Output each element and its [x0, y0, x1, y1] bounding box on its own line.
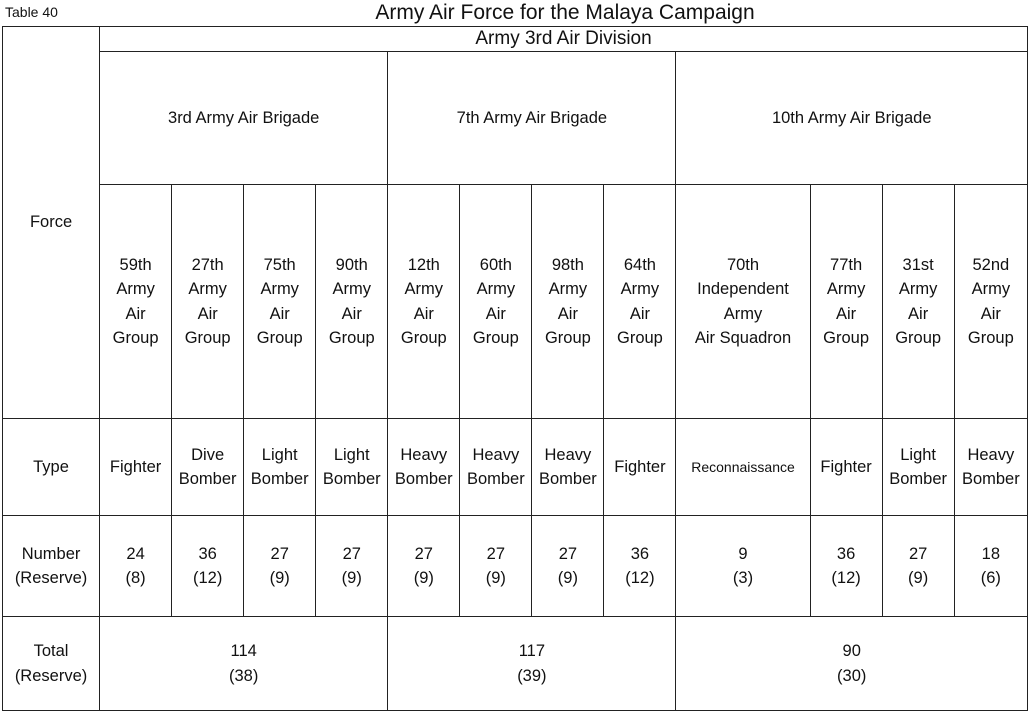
number-cell-line: (9)	[269, 569, 290, 587]
group-name-cell-line: Air	[485, 304, 506, 323]
group-name-cell-line: Army	[332, 280, 371, 298]
group-name-cell-line: 75th	[263, 255, 296, 274]
group-name-cell-line: Air	[836, 304, 857, 323]
type-cell	[100, 419, 172, 516]
group-name-cell-line: 27th	[191, 255, 224, 274]
division-header: Army 3rd Air Division	[100, 27, 1028, 52]
brigade-row	[3, 52, 1028, 185]
brigade-total-cell-line: 90	[842, 642, 861, 660]
group-name-cell	[810, 185, 882, 419]
table-title: Army Air Force for the Malaya Campaign	[375, 1, 755, 24]
number-cell	[388, 516, 460, 617]
group-name-cell-line: 12th	[407, 255, 440, 274]
number-cell	[316, 516, 388, 617]
type-cell-line: Fighter	[109, 457, 162, 476]
brigade-header: 10th Army Air Brigade	[676, 52, 1028, 185]
type-cell	[316, 419, 388, 516]
number-cell	[676, 516, 810, 617]
group-name-cell-line: 70th	[726, 255, 760, 274]
group-name-cell-line: Army	[898, 280, 938, 298]
group-name-cell-line: Army	[404, 280, 444, 298]
brigade-total-cell-line: (38)	[229, 666, 259, 685]
brigade-total-cell-line: 114	[230, 642, 257, 660]
number-cell	[532, 516, 604, 617]
number-cell-line: (12)	[192, 569, 223, 587]
group-name-cell	[604, 185, 676, 419]
group-name-row	[3, 185, 1028, 419]
number-cell-line: (8)	[125, 569, 146, 587]
group-name-cell-line: Air	[125, 304, 146, 323]
brigade-total-cell-line: 117	[518, 642, 546, 660]
group-name-cell-line: Group	[256, 329, 303, 347]
row-label-line: (Reserve)	[14, 666, 88, 685]
type-row	[3, 419, 1028, 516]
group-name-cell-line: 59th	[119, 255, 152, 274]
group-name-cell	[532, 185, 604, 419]
group-name-cell-line: 90th	[335, 255, 368, 274]
total-row	[3, 617, 1028, 711]
group-name-cell	[316, 185, 388, 419]
group-name-cell-line: Army	[476, 280, 516, 298]
force-label: Force	[29, 213, 73, 232]
type-cell-line: Fighter	[820, 457, 872, 476]
group-name-cell-line: Air	[269, 304, 290, 323]
row-label-line: Total	[33, 642, 69, 660]
group-name-cell-line: 52nd	[972, 255, 1010, 274]
type-cell-line: Bomber	[538, 470, 597, 488]
number-cell-line: (9)	[557, 569, 578, 587]
group-name-cell-line: Group	[328, 329, 375, 347]
number-cell-line: (6)	[980, 569, 1001, 587]
group-name-cell-line: 31st	[902, 255, 934, 274]
group-name-cell-line: Group	[895, 329, 942, 347]
number-label-cell	[3, 516, 100, 617]
type-label-cell	[3, 419, 100, 516]
number-row	[3, 516, 1028, 617]
number-cell-line: (12)	[831, 569, 861, 587]
group-name-cell-line: 64th	[623, 255, 656, 274]
brigade-total-cell-line: (30)	[837, 666, 867, 685]
group-name-cell-line: Air	[980, 304, 1001, 323]
row-label-line: (Reserve)	[14, 569, 88, 587]
brigade-total-cell	[388, 617, 676, 711]
group-name-cell-line: Group	[823, 329, 870, 347]
group-name-cell	[172, 185, 244, 419]
brigade-total-cell	[100, 617, 388, 711]
number-cell	[954, 516, 1027, 617]
number-cell-line: (12)	[625, 569, 655, 587]
number-cell-line: 27	[908, 544, 928, 563]
group-name-cell-line: Air	[557, 304, 578, 323]
type-cell	[604, 419, 676, 516]
group-name-cell-line: Army	[826, 280, 866, 298]
type-cell	[954, 419, 1027, 516]
total-label-cell	[3, 617, 100, 711]
type-cell	[244, 419, 316, 516]
number-cell-line: 24	[126, 544, 145, 563]
group-name-cell-line: Group	[184, 329, 231, 347]
number-cell	[882, 516, 954, 617]
row-label-line: Type	[33, 457, 69, 476]
number-cell-line: (9)	[341, 569, 362, 587]
number-cell	[100, 516, 172, 617]
group-name-cell-line: Army	[260, 280, 299, 298]
type-cell-line: Bomber	[466, 470, 525, 488]
force-label-cell	[3, 27, 100, 419]
group-name-cell-line: Army	[971, 280, 1011, 298]
number-cell	[460, 516, 532, 617]
type-cell-line: Light	[333, 445, 370, 464]
number-cell-line: (9)	[908, 569, 929, 587]
type-cell-line: Reconnaissance	[691, 458, 795, 475]
type-cell	[676, 419, 810, 516]
group-name-cell-line: Group	[544, 329, 591, 347]
number-cell-line: 9	[738, 544, 748, 563]
brigade-header: 7th Army Air Brigade	[388, 52, 676, 185]
number-cell-line: 27	[270, 544, 289, 563]
table-number: Table 40	[5, 4, 58, 20]
number-cell-line: 36	[198, 544, 217, 563]
number-cell-line: 18	[981, 544, 1000, 563]
group-name-cell	[460, 185, 532, 419]
group-name-cell-line: Group	[967, 329, 1014, 347]
group-name-cell-line: Army	[723, 304, 763, 323]
type-cell-line: Bomber	[322, 470, 381, 488]
type-cell	[460, 419, 532, 516]
number-cell-line: 27	[342, 544, 361, 563]
type-cell-line: Heavy	[967, 445, 1015, 464]
air-force-table	[2, 26, 1028, 711]
brigade-header: 3rd Army Air Brigade	[100, 52, 388, 185]
number-cell	[172, 516, 244, 617]
type-cell-line: Bomber	[178, 470, 237, 488]
number-cell	[604, 516, 676, 617]
group-name-cell-line: Independent	[697, 280, 789, 298]
group-name-cell-line: Air	[629, 304, 651, 323]
type-cell	[882, 419, 954, 516]
type-cell-line: Heavy	[400, 445, 448, 464]
type-cell-line: Bomber	[394, 470, 453, 488]
number-cell-line: (9)	[413, 569, 434, 587]
number-cell-line: 36	[630, 544, 650, 563]
type-cell-line: Light	[261, 445, 298, 464]
number-cell-line: 27	[414, 544, 433, 563]
group-name-cell-line: Air	[413, 304, 434, 323]
group-name-cell-line: Group	[617, 329, 663, 347]
group-name-cell-line: Air	[908, 304, 929, 323]
group-name-cell-line: 98th	[551, 255, 584, 274]
group-name-cell-line: Air	[197, 304, 218, 323]
group-name-cell-line: Army	[620, 280, 660, 298]
group-name-cell-line: Army	[116, 280, 155, 298]
number-cell	[810, 516, 882, 617]
group-name-cell-line: Army	[188, 280, 227, 298]
type-cell-line: Bomber	[889, 470, 948, 488]
group-name-cell-line: Air Squadron	[694, 329, 792, 347]
group-name-cell	[244, 185, 316, 419]
type-cell-line: Fighter	[614, 457, 666, 476]
number-cell-line: 36	[836, 544, 856, 563]
type-cell-line: Heavy	[472, 445, 520, 464]
type-cell-line: Light	[900, 445, 937, 464]
number-cell-line: 27	[486, 544, 506, 563]
group-name-cell	[388, 185, 460, 419]
group-name-cell-line: Army	[548, 280, 588, 298]
type-cell-line: Bomber	[250, 470, 309, 488]
group-name-cell	[954, 185, 1027, 419]
group-name-cell-line: Air	[341, 304, 362, 323]
row-label-line: Number	[21, 544, 81, 563]
type-cell	[810, 419, 882, 516]
type-cell-line: Dive	[191, 445, 225, 464]
group-name-cell-line: 77th	[830, 255, 863, 274]
type-cell	[532, 419, 604, 516]
group-name-cell	[676, 185, 810, 419]
division-row	[3, 27, 1028, 52]
brigade-total-cell	[676, 617, 1028, 711]
type-cell	[172, 419, 244, 516]
type-cell-line: Heavy	[544, 445, 592, 464]
type-cell	[388, 419, 460, 516]
group-name-cell	[100, 185, 172, 419]
group-name-cell	[882, 185, 954, 419]
number-cell	[244, 516, 316, 617]
type-cell-line: Bomber	[961, 470, 1020, 488]
group-name-cell-line: Group	[112, 329, 159, 347]
number-cell-line: (3)	[732, 569, 754, 587]
group-name-cell-line: Group	[472, 329, 519, 347]
number-cell-line: (9)	[485, 569, 506, 587]
number-cell-line: 27	[558, 544, 578, 563]
group-name-cell-line: Group	[400, 329, 447, 347]
brigade-total-cell-line: (39)	[517, 666, 547, 685]
group-name-cell-line: 60th	[479, 255, 512, 274]
